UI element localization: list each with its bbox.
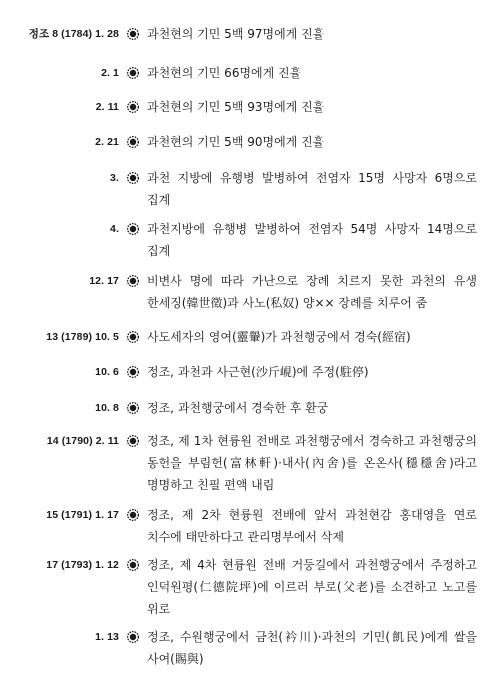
sun-bullet-icon [127,331,139,343]
entry-date: 3. [110,172,119,184]
entry-date: 17 (1793) 1. 12 [46,559,119,571]
entry-text: 사도세자의 영여(靈轝)가 과천행궁에서 경숙(經宿) [147,330,411,344]
sun-bullet-icon [127,631,139,643]
sun-bullet-icon [127,402,139,414]
entry-text: 정조, 과천행궁에서 경숙한 후 환궁 [147,401,329,415]
entry-date: 4. [110,223,119,235]
entry-text: 과천지방에 유행병 발병하여 전염자 54명 사망자 14명으로 집계 [147,222,477,258]
entry-text: 과천 지방에 유행병 발병하여 전염자 15명 사망자 6명으로 집계 [147,171,477,207]
sun-bullet-icon [127,223,139,235]
sun-bullet-icon [127,275,139,287]
entry-date: 2. 11 [95,101,119,113]
sun-bullet-icon [127,509,139,521]
sun-bullet-icon [127,67,139,79]
entry-date: 14 (1790) 2. 11 [46,435,119,447]
sun-bullet-icon [127,136,139,148]
entry-date: 10. 6 [95,366,119,378]
entry-text: 정조, 과천과 사근현(沙斤峴)에 주정(駐停) [147,365,369,379]
entry-date: 2. 1 [101,67,119,79]
entry-text: 과천현의 기민 5백 90명에게 진휼 [147,135,325,149]
entry-text: 정조, 수원행궁에서 금천(衿川)·과천의 기민(飢民)에게 쌀을 사여(賜與) [147,630,477,666]
entry-text: 과천현의 기민 5백 97명에게 진휼 [147,27,325,41]
sun-bullet-icon [127,366,139,378]
entry-text: 정조, 제 2차 현륭원 전배에 앞서 과천현감 홍대영을 연로 치수에 태만하다고 관리명부에서 삭제 [147,508,477,544]
entry-date: 정조 8 (1784) 1. 28 [28,28,119,40]
entry-date: 15 (1791) 1. 17 [46,509,119,521]
entry-date: 13 (1789) 10. 5 [46,331,119,343]
sun-bullet-icon [127,28,139,40]
entry-date: 2. 21 [95,136,119,148]
sun-bullet-icon [127,559,139,571]
sun-bullet-icon [127,101,139,113]
entry-text: 정조, 제 4차 현륭원 전배 거둥길에서 과천행궁에서 주정하고 인덕원평(仁德院坪)에 이르러 부로(父老)를 소견하고 노고를 위로 [147,558,477,616]
entry-text: 정조, 제 1차 현륭원 전배로 과천행궁에서 경숙하고 과천행궁의 동헌을 부림헌(富林軒)·내사(內舍)를 온온사(穩穩舍)라고 명명하고 친필 편액 내림 [147,434,477,492]
sun-bullet-icon [127,435,139,447]
entry-text: 과천현의 기민 5백 93명에게 진휼 [147,100,325,114]
entry-text: 과천현의 기민 66명에게 진휼 [147,66,302,80]
entry-date: 1. 13 [95,631,119,643]
entry-date: 12. 17 [89,275,119,287]
entry-date: 10. 8 [95,402,119,414]
sun-bullet-icon [127,172,139,184]
entry-text: 비변사 명에 따라 가난으로 장례 치르지 못한 과천의 유생 한세징(韓世徵)과 사노(私奴) 양×× 장례를 치루어 줌 [147,274,477,310]
